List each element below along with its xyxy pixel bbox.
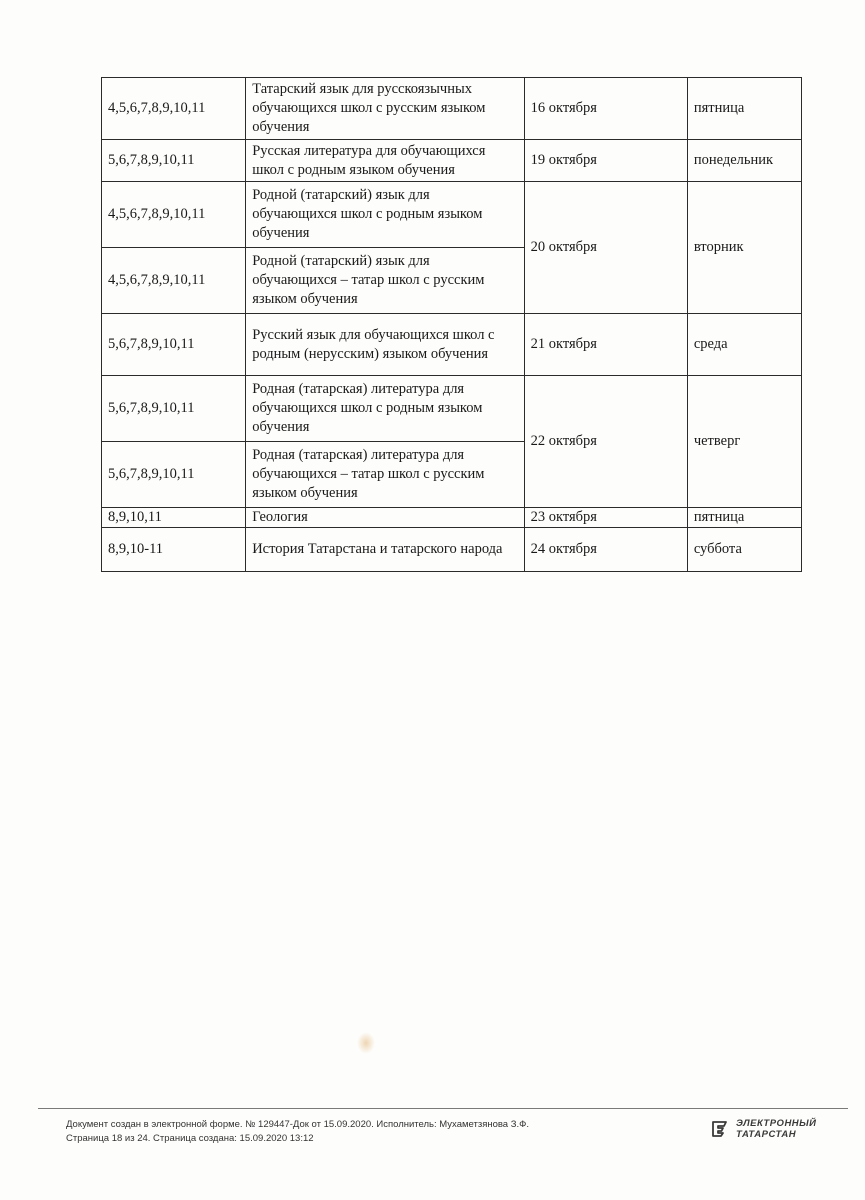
date-cell: 24 октября xyxy=(524,528,687,572)
subject-cell: Татарский язык для русскоязычных обучающихся школ с русским языком обучения xyxy=(246,78,524,140)
grades-cell: 4,5,6,7,8,9,10,11 xyxy=(102,248,246,314)
date-cell: 20 октября xyxy=(524,182,687,314)
footer-line-document-info: Документ создан в электронной форме. № 129447-Док от 15.09.2020. Исполнитель: Мухаметзянова З.Ф. xyxy=(66,1119,529,1130)
subject-cell: Родная (татарская) литература для обучающихся – татар школ с русским языком обучения xyxy=(246,442,524,508)
weekday-cell: вторник xyxy=(687,182,801,314)
table-row xyxy=(102,376,802,442)
logo-text-line2: ТАТАРСТАН xyxy=(736,1129,797,1140)
weekday-cell: пятница xyxy=(687,78,801,140)
grades-cell: 8,9,10-11 xyxy=(102,528,246,572)
weekday-cell: среда xyxy=(687,314,801,376)
table-row xyxy=(102,78,802,140)
electronic-tatarstan-logo xyxy=(710,1118,817,1140)
subject-cell: Русская литература для обучающихся школ с родным языком обучения xyxy=(246,140,524,182)
table-row xyxy=(102,508,802,528)
date-cell: 19 октября xyxy=(524,140,687,182)
footer-divider xyxy=(38,1108,848,1109)
date-cell: 23 октября xyxy=(524,508,687,528)
grades-cell: 5,6,7,8,9,10,11 xyxy=(102,442,246,508)
grades-cell: 5,6,7,8,9,10,11 xyxy=(102,376,246,442)
date-cell: 21 октября xyxy=(524,314,687,376)
date-cell: 22 октября xyxy=(524,376,687,508)
logo-text-line1: ЭЛЕКТРОННЫЙ xyxy=(736,1118,817,1129)
paper-stain xyxy=(357,1032,375,1054)
grades-cell: 5,6,7,8,9,10,11 xyxy=(102,140,246,182)
grades-cell: 5,6,7,8,9,10,11 xyxy=(102,314,246,376)
subject-cell: Геология xyxy=(246,508,524,528)
subject-cell: Родной (татарский) язык для обучающихся школ с родным языком обучения xyxy=(246,182,524,248)
table-row xyxy=(102,528,802,572)
table-row xyxy=(102,182,802,248)
date-cell: 16 октября xyxy=(524,78,687,140)
electronic-tatarstan-logo-icon xyxy=(710,1119,730,1139)
weekday-cell: пятница xyxy=(687,508,801,528)
olympiad-schedule-table xyxy=(101,77,802,572)
grades-cell: 4,5,6,7,8,9,10,11 xyxy=(102,78,246,140)
subject-cell: История Татарстана и татарского народа xyxy=(246,528,524,572)
table-row xyxy=(102,314,802,376)
grades-cell: 4,5,6,7,8,9,10,11 xyxy=(102,182,246,248)
grades-cell: 8,9,10,11 xyxy=(102,508,246,528)
weekday-cell: понедельник xyxy=(687,140,801,182)
subject-cell: Русский язык для обучающихся школ с родным (нерусским) языком обучения xyxy=(246,314,524,376)
weekday-cell: четверг xyxy=(687,376,801,508)
weekday-cell: суббота xyxy=(687,528,801,572)
document-footer xyxy=(66,1118,529,1146)
footer-line-page-info: Страница 18 из 24. Страница создана: 15.09.2020 13:12 xyxy=(66,1133,314,1144)
subject-cell: Родной (татарский) язык для обучающихся – татар школ с русским языком обучения xyxy=(246,248,524,314)
table-row xyxy=(102,140,802,182)
subject-cell: Родная (татарская) литература для обучающихся школ с родным языком обучения xyxy=(246,376,524,442)
